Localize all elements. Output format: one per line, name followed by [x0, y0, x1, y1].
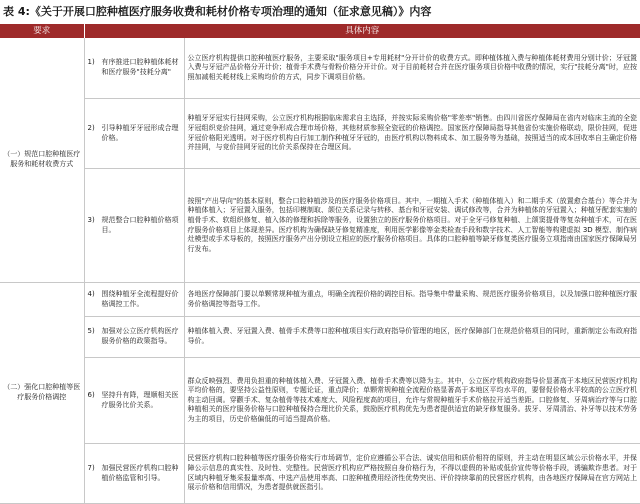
- item-number: 4): [87, 289, 95, 298]
- item-cell: [84, 169, 184, 283]
- item-number: 5): [87, 327, 95, 336]
- table-row: [0, 444, 640, 504]
- item-number: 3): [87, 215, 95, 224]
- table-row: [0, 317, 640, 358]
- header-detail: 具体内容: [84, 24, 640, 38]
- item-title: 规范整合口腔种植价格项目。: [101, 215, 179, 234]
- table-row: [0, 99, 640, 169]
- item-number: 6): [87, 390, 95, 399]
- detail-cell: 种植牙牙冠实行挂网采购，公立医疗机构根据临床需求自主选择，并按实际采购价格"零差率"销售。由四川省医疗保障局在省内对临床主流的全瓷牙冠组织竞价挂网，通过竞争形成合理市场价格，其他材质参照全瓷冠的价格调控。国家医疗保障局指导其他省份实施价格联动，限价挂网，促进牙冠价格阳光透明。对于医疗机构自行加工制作种植牙牙冠的，由医疗机构以物料成本、加工服务等为基础，按照适当的成本回收率自主确定价格并挂网，与竞价挂网牙冠的比价关系保持在合理区间。: [184, 99, 640, 169]
- item-title: 加强对公立医疗机构医疗服务价格的政策指导。: [101, 327, 179, 345]
- policy-table: [0, 24, 640, 504]
- item-cell: [84, 99, 184, 169]
- item-cell: [84, 283, 184, 317]
- detail-cell: 民营医疗机构口腔种植等医疗服务价格实行市场调节，定价应遵循公平合法、诚实信用和质价相符的原则，并主动在明显区域公示价格水平，并保障公示信息的真实性、及时性、完整性。民营医疗机构应严格按照自身价格行为，不得以虚假的补贴或低价宣传等价格手段，诱骗欺诈患者。对于区域内种植牙集采报量率高、中选产品使用率高、口腔种植费用经济性优势突出、评价持续靠前的民营医疗机构，由各地医疗保障局在官方网站上展示价格和信用情况，为患者提供就医指引。: [184, 444, 640, 504]
- table-row: [0, 283, 640, 317]
- detail-cell: 种植体植入费、牙冠置入费、植骨手术费等口腔种植项目实行政府指导价管理的地区，医疗保障部门在规范价格项目的同时，重新制定公布政府指导价。: [184, 317, 640, 358]
- table-header-row: [0, 24, 640, 38]
- item-title: 引导种植牙牙冠形成合理价格。: [101, 123, 179, 142]
- detail-cell: 公立医疗机构提供口腔种植医疗服务，主要采取"服务项目+专用耗材"分开计价的收费方式。即种植体植入费与种植体耗材费用分别计价；牙冠置入费与牙冠产品价格分开计价；植骨手术费与骨粉价格分开计价。对于目前耗材合并在医疗服务项目价格中收费的情况，实行"技耗分离"时，应按照加减相关耗材线上采购均价的方式，同步下调项目价格。: [184, 38, 640, 99]
- item-title: 坚持升有降，理顺相关医疗服务比价关系。: [101, 390, 179, 409]
- header-requirement: 要求: [0, 24, 84, 38]
- item-title: 围绕种植牙全流程提好价格调控工作。: [101, 289, 179, 308]
- item-cell: [84, 38, 184, 99]
- table-caption: 表 4:《关于开展口腔种植医疗服务收费和耗材价格专项治理的通知（征求意见稿）》内容: [3, 5, 432, 18]
- item-cell: [84, 444, 184, 504]
- item-number: 1): [87, 58, 95, 67]
- detail-cell: 群众反映强烈、费用负担重的种植体植入费、牙冠置入费、植骨手术费等以降为主。其中，公立医疗机构政府指导价显著高于本地区民营医疗机构平均价格的，要坚持公益性原则，专题论证，重点降价；单颗常规种植全流程价格显著高于本地区平均水平的，要督促价格水平较高的公立医疗机构主动回调。穿颧手术、复杂植骨等技术难度大、风险程度高的项目，允许与常规种植牙手术价格拉开适当差距。口腔修复、牙周病治疗等与口腔种植相关的医疗服务价格与口腔种植保持合理比价关系，鼓励医疗机构优先为患者提供适宜的缺牙修复服务。拔牙、牙周清治、补牙等以技术劳务为主的项目，历史价格偏低的可适当提高价格。: [184, 358, 640, 444]
- item-cell: [84, 317, 184, 358]
- item-number: 7): [87, 463, 95, 472]
- requirement-cell: （二）强化口腔种植等医疗服务价格调控: [0, 283, 84, 504]
- detail-cell: 各地医疗保障部门要以单颗常规种植为重点，明确全流程价格的调控目标。指导集中带量采购、规范医疗服务价格项目，以及加强口腔种植医疗服务价格调控等指导工作。: [184, 283, 640, 317]
- table-row: [0, 38, 640, 99]
- item-title: 有序推进口腔种植体耗材和医疗服务"技耗分离": [101, 58, 179, 76]
- item-number: 2): [87, 123, 95, 132]
- detail-cell: 按照"产出导向"的基本原则，整合口腔种植涉及的医疗服务价格项目。其中，一期植入手术（种植体植入）和二期手术（放置愈合基台）等合并为种植体植入；牙冠置入服务，包括印模制取、颌位关系记录与转移、基台和牙冠安装、调试修改等，合并为种植体的牙冠置入；种植牙配套实施的植骨手术、软组织修复、植入体的修理和拆除等服务，设置独立的医疗服务价格项目。对于全牙弓修复种植、上颌窦提骨等复杂种植手术，可在医疗服务价格项目上体现差异。医疗机构为确保缺牙修复精准度，利用医学影像等金类检查手段和数字技术、人工智能等构建虚拟 3D 模型、制作病灶模型或手术导板的，按照医疗服务产出分别设立相应的医疗服务价格项目。具体的口腔种植等缺牙修复类医疗服务立项指南由国家医疗保障局另行发布。: [184, 169, 640, 283]
- table-row: [0, 358, 640, 444]
- table-row: [0, 169, 640, 283]
- item-cell: [84, 358, 184, 444]
- requirement-cell: （一）规范口腔种植医疗服务和耗材收费方式: [0, 38, 84, 283]
- item-title: 加强民营医疗机构口腔种植价格监管和引导。: [101, 463, 179, 482]
